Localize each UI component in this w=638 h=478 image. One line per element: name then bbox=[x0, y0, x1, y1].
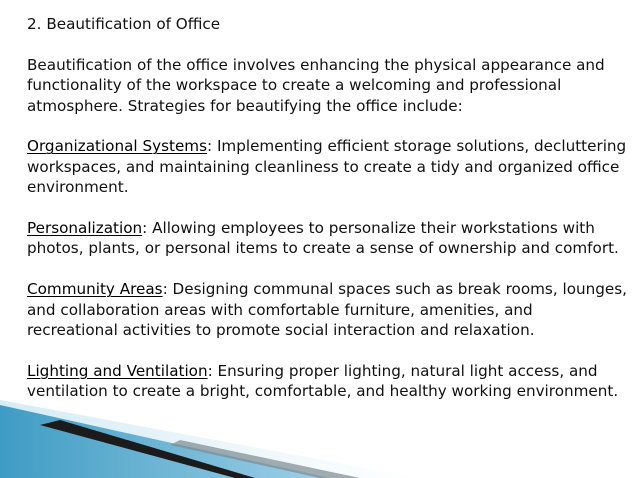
term-label: Community Areas bbox=[27, 280, 163, 299]
section-text: : Ensuring proper lighting, natural light access, and ventilation to create a bright, comfortable, and healthy working environment. bbox=[27, 361, 619, 401]
section-text: : Designing communal spaces such as break rooms, lounges, and collaboration areas with comfortable furniture, amenities, and recreational activities to promote social interaction and relaxation. bbox=[27, 280, 627, 340]
section-lighting-ventilation bbox=[27, 361, 627, 402]
section-organizational-systems bbox=[27, 136, 627, 197]
footer-swoosh-light bbox=[0, 400, 420, 478]
term-label: Personalization bbox=[27, 219, 143, 238]
slide-content bbox=[27, 14, 627, 402]
section-personalization bbox=[27, 218, 627, 259]
section-text: : Allowing employees to personalize their workstations with photos, plants, or personal items to create a sense of ownership and comfort. bbox=[27, 219, 619, 258]
section-text: : Implementing efficient storage solutions, decluttering workspaces, and maintaining cleanliness to create a tidy and organized office environment. bbox=[27, 137, 627, 197]
footer-swoosh-grey bbox=[170, 440, 360, 478]
slide-heading: 2. Beautification of Office bbox=[27, 15, 221, 33]
intro-paragraph: Beautification of the office involves enhancing the physical appearance and functionality of the workspace to create a welcoming and professional atmosphere. Strategies for beautifying the office include: bbox=[27, 55, 605, 115]
term-label: Organizational Systems bbox=[27, 137, 207, 156]
term-label: Lighting and Ventilation bbox=[27, 361, 208, 380]
section-community-areas bbox=[27, 279, 627, 340]
footer-swoosh-blue bbox=[0, 405, 330, 478]
footer-swoosh-dark bbox=[40, 420, 255, 478]
